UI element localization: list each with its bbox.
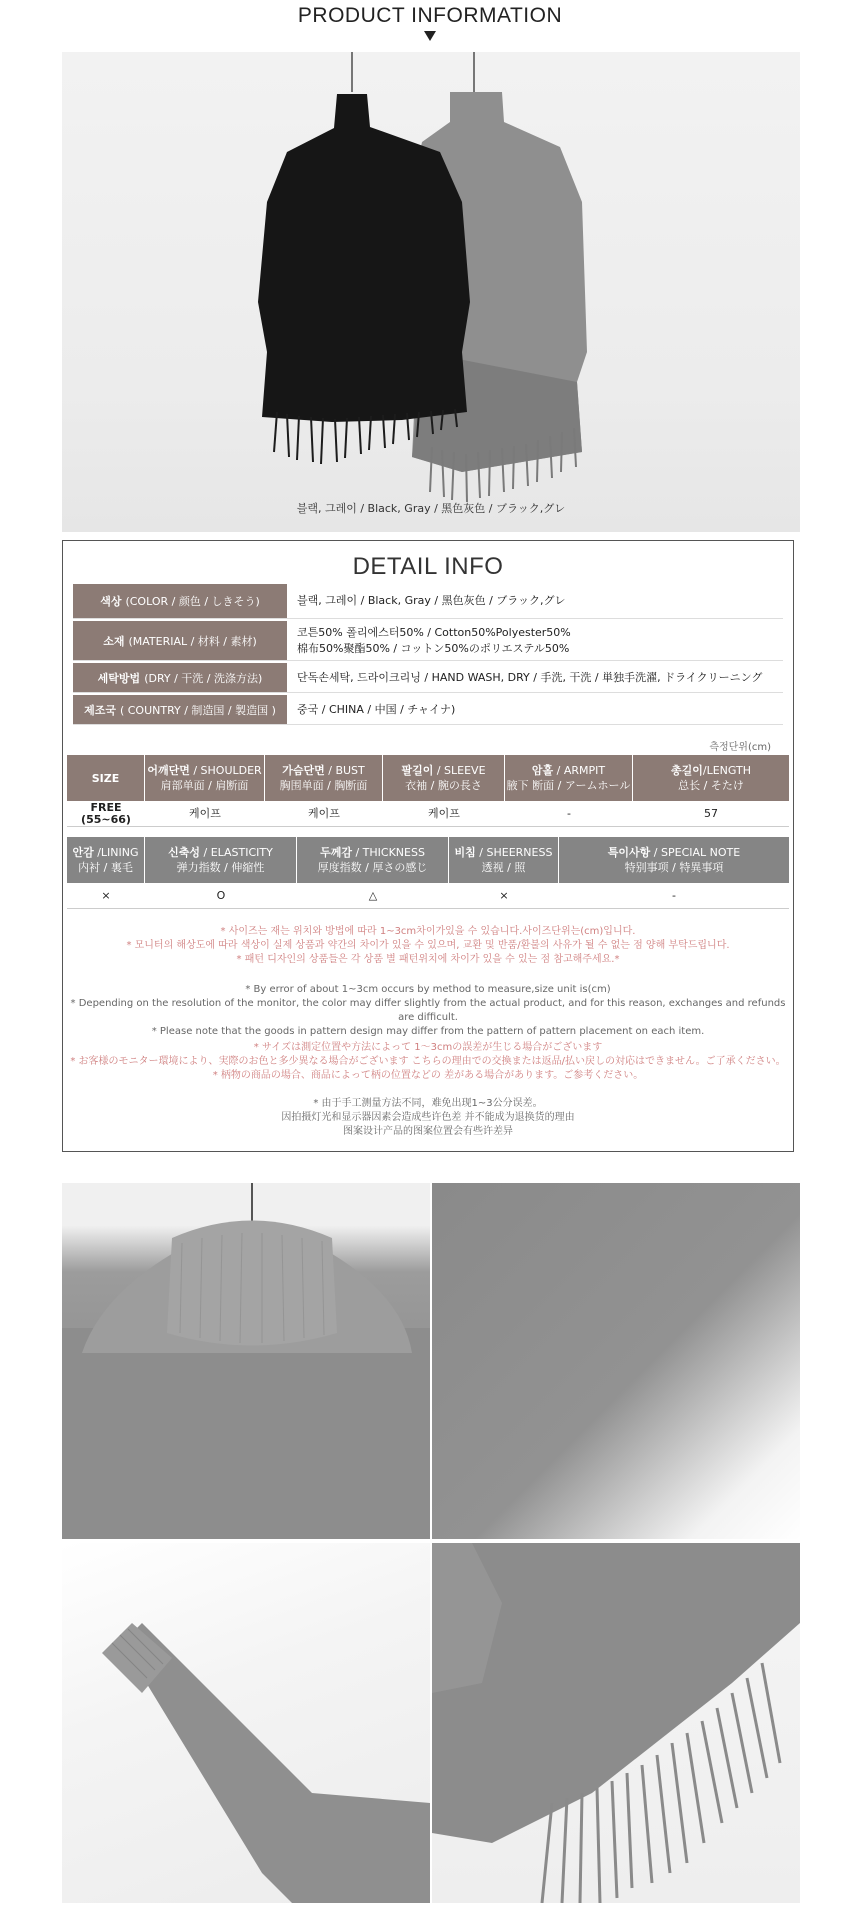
country-value-line: 중국 / CHINA / 中国 / チャイナ) [297, 702, 456, 716]
note-zh-2: 因拍摄灯光和显示器因素会造成些许色差 并不能成为退换货的理由 [281, 1112, 575, 1123]
material-value [297, 621, 783, 660]
length-header-sub: 总长 / そたけ [678, 779, 744, 792]
note-ja-3: * 柄物の商品の場合、商品によって柄の位置などの 差がある場合があります。ご参考ください。 [212, 1070, 644, 1081]
elasticity-header-en: / ELASTICITY [203, 846, 273, 859]
material-label-bold: 소재 [103, 634, 125, 648]
shoulder-header-en: / SHOULDER [193, 764, 262, 777]
size-value-free: FREE (55~66) [67, 801, 145, 827]
material-label [73, 621, 287, 660]
special-header-en: / SPECIAL NOTE [653, 846, 741, 859]
fringe-illustration [432, 1543, 800, 1903]
size-header-shoulder [145, 755, 265, 801]
washing-label-bold: 세탁방법 [97, 671, 141, 685]
washing-label [73, 663, 287, 692]
notes-chinese [63, 1097, 793, 1139]
note-zh-3: 图案设计产品的图案位置会有些许差异 [343, 1126, 513, 1137]
color-label-bold: 색상 [100, 595, 122, 608]
prop-value-lining: × [67, 883, 145, 909]
color-label [73, 584, 287, 618]
sleeve-header-bold: 팔길이 [401, 764, 434, 777]
note-en-2: * Depending on the resolution of the monitor, the color may differ slightly from the actual product, and for this reason, exchanges and refunds are difficult. [70, 998, 786, 1023]
country-row [73, 695, 783, 725]
color-label-text: (COLOR / 颜色 / しきそう) [125, 595, 260, 608]
size-header-armpit [505, 755, 633, 801]
size-value-armpit: - [505, 801, 633, 827]
color-value [297, 584, 783, 618]
shoulder-header-bold: 어깨단면 [147, 764, 190, 777]
sheerness-header-en: / SHEERNESS [479, 846, 553, 859]
size-value-sleeve: 케이프 [383, 801, 505, 827]
prop-header-thickness [297, 837, 449, 883]
note-en-1: * By error of about 1~3cm occurs by method to measure,size unit is(cm) [245, 984, 611, 995]
page-title: PRODUCT INFORMATION [297, 4, 563, 27]
note-ko-2: * 모니터의 해상도에 따라 색상이 실제 상품과 약간의 차이가 있을 수 있으며, 교환 및 반품/환불의 사유가 될 수 없는 점 양해 부탁드립니다. [126, 940, 730, 951]
material-value-line-2: 棉布50%聚酯50% / コットン50%のポリエステル50% [297, 641, 570, 655]
size-value-bust: 케이프 [265, 801, 383, 827]
photo-caption: 블랙, 그레이 / Black, Gray / 黑色灰色 / ブラック,グレ [296, 502, 566, 515]
lining-header-sub: 内衬 / 裏毛 [78, 861, 133, 874]
sleeve-illustration [62, 1543, 430, 1903]
prop-value-special-note: - [559, 883, 789, 909]
notes-japanese [63, 1041, 793, 1083]
prop-value-thickness: △ [297, 883, 449, 909]
size-header-bust [265, 755, 383, 801]
detail-photo-turtleneck [62, 1183, 430, 1539]
bust-header-bold: 가슴단면 [282, 764, 325, 777]
note-en-3: * Please note that the goods in pattern design may differ from the pattern of pattern placement on each item. [151, 1026, 705, 1037]
country-label-text: ( COUNTRY / 制造国 / 製造国 ) [119, 703, 276, 717]
size-header-sleeve [383, 755, 505, 801]
bust-header-sub: 胸围单面 / 胸断面 [279, 779, 368, 792]
armpit-header-bold: 암홀 [531, 764, 554, 777]
washing-row [73, 663, 783, 693]
elasticity-header-bold: 신축성 [168, 846, 200, 859]
prop-header-elasticity [145, 837, 297, 883]
material-value-line-1: 코튼50% 폴리에스터50% / Cotton50%Polyester50% [297, 625, 571, 639]
detail-info-panel [62, 540, 794, 1152]
down-arrow-icon [424, 31, 436, 41]
size-header-size [67, 755, 145, 801]
notes-korean [63, 925, 793, 967]
length-header-bold: 총길이 [670, 764, 703, 777]
size-header-size-label: SIZE [91, 771, 120, 785]
prop-header-sheerness [449, 837, 559, 883]
shoulder-header-sub: 肩部单面 / 肩断面 [160, 779, 249, 792]
detail-info-title: DETAIL INFO [352, 553, 504, 580]
lining-header-bold: 안감 [72, 846, 94, 859]
note-ko-3: * 패턴 디자인의 상품들은 각 상품 별 패턴위치에 차이가 있을 수 있는 점 참고해주세요.* [236, 954, 620, 965]
country-value [297, 695, 783, 724]
thickness-header-en: / THICKNESS [355, 846, 425, 859]
detail-photo-fringe [432, 1543, 800, 1903]
size-value-shoulder: 케이프 [145, 801, 265, 827]
country-label-bold: 제조국 [84, 703, 116, 717]
special-header-bold: 특이사항 [607, 846, 651, 859]
washing-label-text: (DRY / 干洗 / 洗涤方法) [144, 671, 263, 685]
washing-value [297, 663, 783, 692]
note-zh-1: * 由于手工测量方法不同，难免出现1~3公分误差。 [313, 1098, 543, 1109]
thickness-header-bold: 두께감 [320, 846, 352, 859]
unit-note: 측정단위(cm) [709, 742, 771, 753]
ponchos-illustration [62, 52, 800, 532]
prop-value-elasticity: O [145, 883, 297, 909]
lining-header-en: /LINING [97, 846, 139, 859]
country-label [73, 695, 287, 724]
sheerness-header-sub: 透视 / 照 [481, 861, 526, 874]
note-ja-2: * お客様のモニター環境により、実際のお色と多少異なる場合がございます こちらの理由での交換または返品/払い戻しの対応はできません。ご了承ください。 [70, 1056, 786, 1067]
detail-photo-shoulder [432, 1183, 800, 1539]
color-value-line: 블랙, 그레이 / Black, Gray / 黑色灰色 / ブラック,グレ [297, 594, 566, 607]
sleeve-header-sub: 衣袖 / 腕の長さ [405, 779, 482, 792]
size-header-length [633, 755, 789, 801]
elasticity-header-sub: 弹力指数 / 伸縮性 [176, 861, 265, 874]
material-row [73, 621, 783, 661]
turtleneck-illustration [62, 1183, 430, 1539]
armpit-header-sub: 腋下 断面 / アームホール [506, 779, 631, 792]
length-header-en: /LENGTH [702, 764, 752, 777]
armpit-header-en: / ARMPIT [556, 764, 606, 777]
material-label-text: (MATERIAL / 材料 / 素材) [128, 634, 257, 648]
washing-value-line: 단독손세탁, 드라이크리닝 / HAND WASH, DRY / 手洗, 干洗 / 単独手洗濯, ドライクリーニング [297, 670, 763, 684]
sleeve-header-en: / SLEEVE [436, 764, 486, 777]
note-ja-1: * サイズは測定位置や方法によって 1～3cmの誤差が生じる場合がございます [253, 1042, 603, 1053]
prop-header-special-note [559, 837, 789, 883]
special-header-sub: 特别事项 / 特異事項 [624, 861, 724, 874]
notes-english [63, 983, 793, 1039]
sheerness-header-bold: 비침 [454, 846, 476, 859]
bust-header-en: / BUST [328, 764, 365, 777]
note-ko-1: * 사이즈는 재는 위치와 방법에 따라 1~3cm차이가있을 수 있습니다.사이즈단위는(cm)입니다. [220, 926, 636, 937]
detail-photo-sleeve [62, 1543, 430, 1903]
main-product-photo [62, 52, 800, 532]
size-value-length: 57 [633, 801, 789, 827]
prop-value-sheerness: × [449, 883, 559, 909]
prop-header-lining [67, 837, 145, 883]
color-row [73, 584, 783, 619]
thickness-header-sub: 厚度指数 / 厚さの感じ [317, 861, 428, 874]
